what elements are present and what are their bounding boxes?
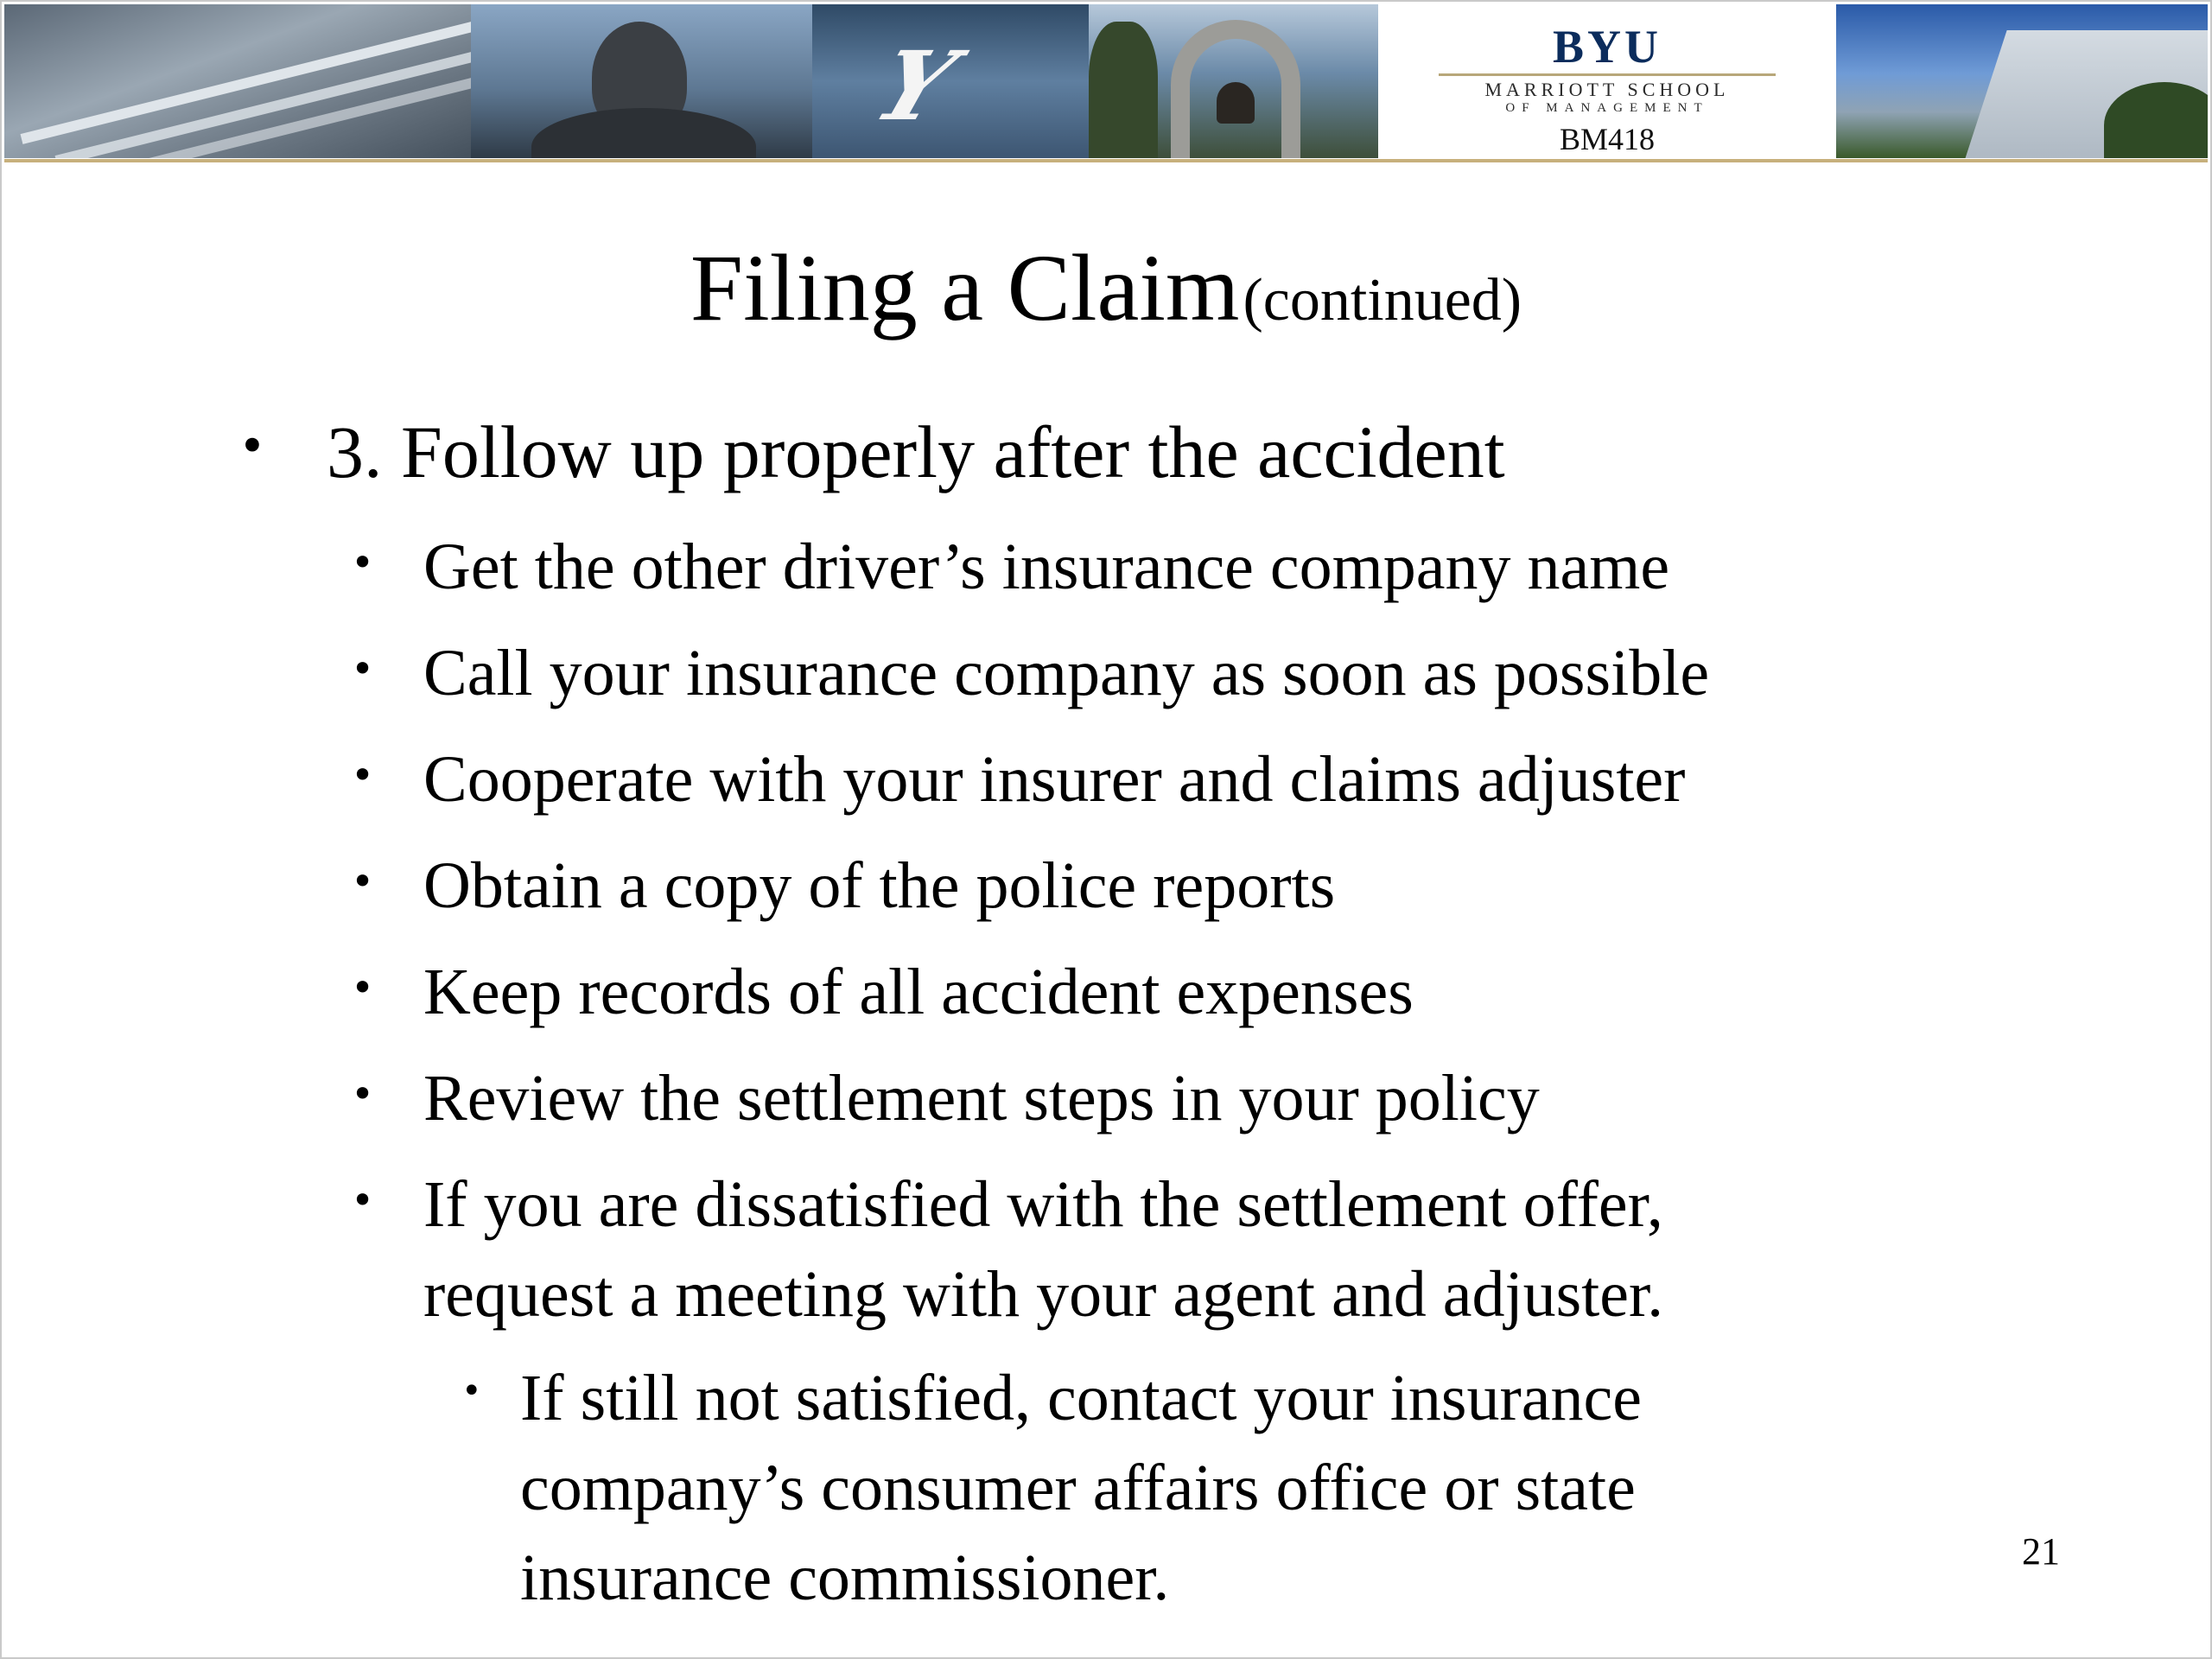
- bullet-level2: [351, 1062, 1540, 1135]
- bullet-level1: [238, 410, 1505, 493]
- bullet-dot-icon: •: [351, 858, 375, 905]
- slide-title: [0, 235, 2212, 340]
- banner-photo-y-mountain: Y: [812, 4, 1089, 158]
- course-code: BM418: [1559, 122, 1656, 156]
- page-number: 21: [2022, 1530, 2060, 1573]
- bullet-text-line: company’s consumer affairs office or state: [520, 1452, 1636, 1524]
- logo-byu-text: BYU: [1552, 21, 1662, 73]
- bullet-text: Call your insurance company as soon as possible: [423, 637, 1710, 709]
- byu-marriott-logo: [1378, 4, 1836, 158]
- bullet-text-line: If still not satisfied, contact your insurance: [520, 1362, 1642, 1434]
- bell-icon: [1217, 82, 1255, 124]
- logo-school-text: MARRIOTT SCHOOL: [1484, 79, 1730, 100]
- bullet-dot-icon: •: [351, 1071, 375, 1117]
- bullet-level2: [351, 531, 1670, 603]
- bullet-dot-icon: •: [351, 645, 375, 692]
- bullet-text-line: If you are dissatisfied with the settlement offer,: [423, 1168, 1663, 1241]
- bullet-level3: [461, 1362, 1642, 1614]
- banner-photo-campus-building: [1836, 4, 2208, 158]
- bullet-dot-icon: •: [351, 539, 375, 586]
- bullet-level2: [351, 743, 1686, 816]
- slide-title-suffix: (continued): [1243, 267, 1522, 334]
- bullet-text: Get the other driver’s insurance company name: [423, 531, 1670, 603]
- bullet-dot-icon: •: [351, 964, 375, 1011]
- bullet-text: Keep records of all accident expenses: [423, 956, 1414, 1028]
- bullet-text-line: insurance commissioner.: [520, 1541, 1170, 1614]
- bullet-text: Cooperate with your insurer and claims adjuster: [423, 743, 1686, 816]
- slide-title-main: Filing a Claim: [690, 235, 1240, 340]
- bullet-dot-icon: •: [351, 752, 375, 798]
- bullet-level2: [351, 849, 1336, 922]
- bullet-dot-icon: •: [351, 1177, 375, 1224]
- header-divider: [4, 159, 2208, 162]
- bullet-dot-icon: •: [461, 1371, 482, 1411]
- logo-management-text: OF MANAGEMENT: [1505, 101, 1709, 115]
- banner-photo-bell-arch: [1089, 4, 1378, 158]
- bullet-text: 3. Follow up properly after the accident: [327, 410, 1505, 493]
- banner-photo-statue: [471, 4, 812, 158]
- bullet-level2: [351, 956, 1414, 1028]
- bullet-level2: [351, 1168, 1664, 1331]
- header-banner: [4, 4, 2208, 158]
- bullet-text: Review the settlement steps in your policy: [423, 1062, 1540, 1135]
- bullet-dot-icon: •: [238, 419, 266, 474]
- banner-photo-building-beams: [4, 4, 471, 158]
- bullet-text-line: request a meeting with your agent and adjuster.: [423, 1258, 1664, 1331]
- bullet-level2: [351, 637, 1710, 709]
- bullet-text: Obtain a copy of the police reports: [423, 849, 1336, 922]
